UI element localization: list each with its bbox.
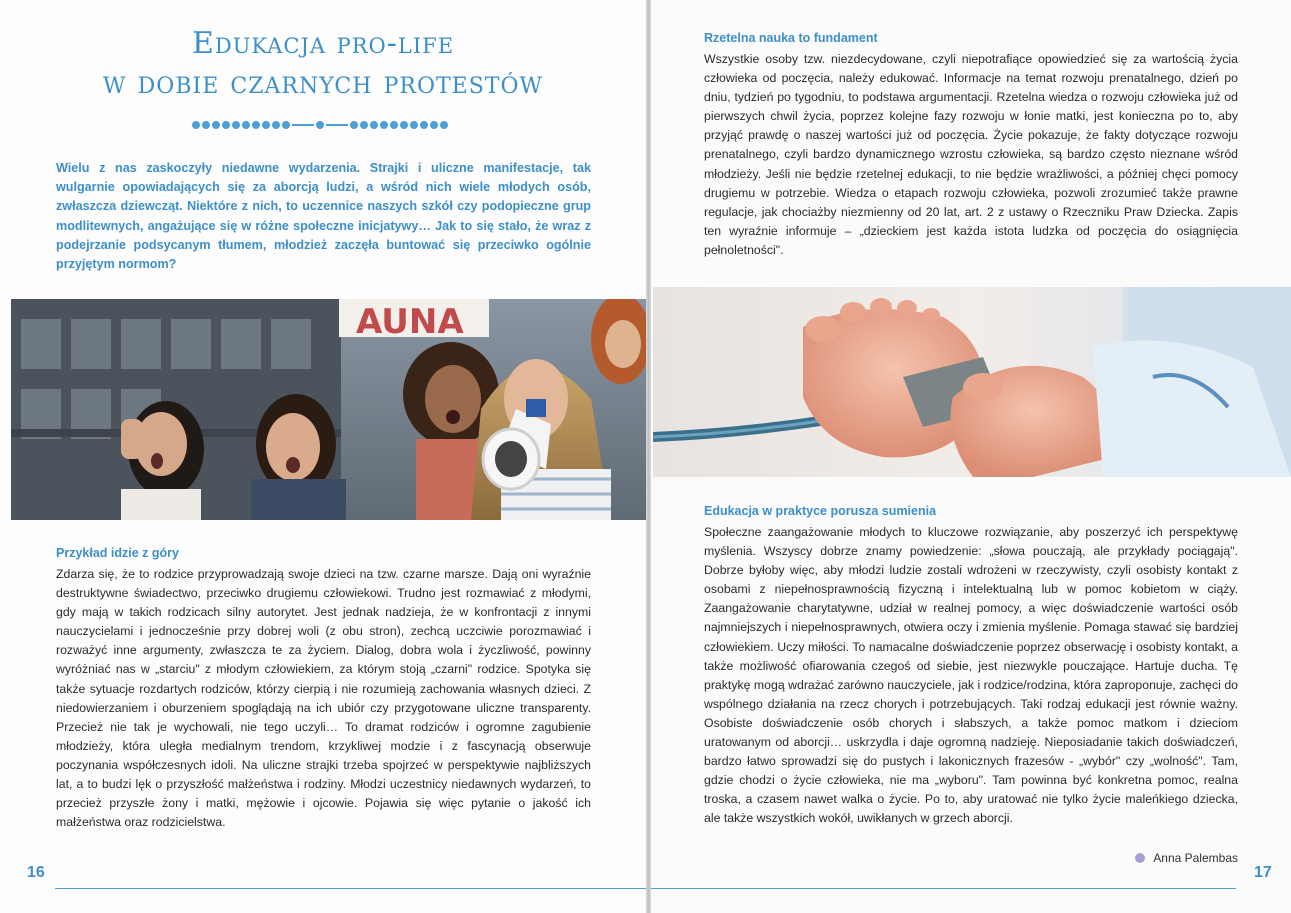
page-number-right: 17: [1254, 864, 1272, 881]
article-title-line1: Edukacja pro-life: [191, 26, 455, 61]
protest-sign-text: AUNA: [356, 302, 464, 342]
author-bullet-icon: [1135, 853, 1145, 863]
section-body-science: Wszystkie osoby tzw. niezdecydowane, czyli niepotrafiące opowiedzieć się za wartością życia człowieka od poczęcia, należy edukować. Informacje na temat rozwoju prenatalnego, dzień po dniu, tydzień po tygodniu, to podstawa argumentacji. Rzetelna wiedza o rozwoju człowieka już od pierwszych chwil życia, poprzez kolejne fazy rozwoju w łonie matki, jest konieczna po to, aby przyjąć prawdę o naszej wartości już od poczęcia. Życie pokazuje, że fakty dotyczące rozwoju prenatalnego, czyli bardzo dynamicznego wzrostu człowieka, są bardzo często nieznane wśród młodzieży. Jeśli nie będzie rzetelnej edukacji, to nie będzie wrażliwości, a później chęci pomocy drugiemu w potrzebie. Wiedza o etapach rozwoju człowieka, pozwoli zrozumieć także prawne regulacje, jak chociażby niezmienny od 20 lat, art. 2 z ustawy o Rzeczniku Praw Dziecka. Zapis ten wyraźnie informuje – „dzieckiem jest każda istota ludzka od poczęcia do osiągnięcia pełnoletności".: [704, 52, 1238, 257]
article-title-line2: w dobie czarnych protestów: [102, 63, 544, 101]
bottom-rule-right: [651, 888, 1236, 889]
title-ornament: [192, 118, 457, 132]
section-title-science: Rzetelna nauka to fundament: [704, 31, 878, 45]
right-page: [651, 0, 1291, 913]
bottom-rule-left: [55, 888, 646, 889]
page-number-left: 16: [27, 864, 45, 881]
author-name: Anna Palembas: [1153, 851, 1238, 865]
lead-paragraph: Wielu z nas zaskoczyły niedawne wydarzenia. Strajki i uliczne manifestacje, tak wulgarnie opowiadających się za aborcją ludzi, a wśród nich wiele młodych osób, zwłaszcza dziewcząt. Niektóre z nich, to uczennice naszych szkół czy podopieczne grup modlitewnych, angażujące się w różne społeczne inicjatywy… Jak to się stało, że wraz z podejrzanie podsycanym tłumem, młodzież zaczęła buntować się przeciwko ogólnie przyjętym normom?: [56, 161, 591, 272]
protest-photo: [11, 299, 646, 520]
baby-foot-photo: [653, 287, 1291, 477]
author-signature: [1135, 851, 1238, 865]
section-body-example: Zdarza się, że to rodzice przyprowadzają swoje dzieci na tzw. czarne marsze. Dają oni wyraźnie destruktywne świadectwo, przeciwko drugiemu człowiekowi. Trudno jest rozmawiać z młodymi, gdy mają w takich rodzicach silny autorytet. Jest jednak nadzieja, że w konfrontacji z innymi nauczycielami i jednocześnie przy dobrej woli (z obu stron), zechcą uczciwie porozmawiać i rozważyć inne argumenty, zwłaszcza te za życiem. Dialog, dobra wola i życzliwość, powinny wyróżniać nas w „starciu" z młodym człowiekiem, za którym stoją „czarni" rodzice. Spotyka się także sytuacje rozdartych rodziców, którzy cierpią i nie rozumieją zachowania własnych dzieci. Z niedowierzaniem i oburzeniem spoglądają na ich ubiór czy przygotowane uliczne transparenty. Przecież nie tak je wychowali, nie tego uczyli… To dramat rodziców i ogromne zagubienie młodzieży, która uległa medialnym trendom, krzykliwej modzie i z fascynacją obserwuje poczynania współczesnych idoli. Na uliczne strajki trzeba spojrzeć w perspektywie najbliższych lat, a to budzi lęk o przyszłość małżeństwa i rodziny. Młodzi uczestnicy niedawnych wydarzeń, to przecież przyszłe żony i matki, mężowie i ojcowie. Pojawia się więc pytanie o jakość ich małżeństwa oraz rodzicielstwa.: [56, 567, 591, 830]
section-body-practice: Społeczne zaangażowanie młodych to kluczowe rozwiązanie, aby poszerzyć ich perspektywę myślenia. Wszyscy dobrze znamy powiedzenie: „słowa pouczają, ale przykłady pociągają". Dobrze byłoby więc, aby młodzi ludzie zostali wdrożeni w rzeczywisty, czyli osobisty kontakt z osobami z niepełnosprawnością fizyczną i intelektualną lub w pomoc kobietom w ciąży. Zaangażowanie charytatywne, udział w realnej pomocy, a więc doświadczenie wartości osób najmniejszych i niepełnosprawnych, otwiera oczy i zmienia myślenie. Pomaga stawać się bardziej człowiekiem. Uczy miłości. To namacalne doświadczenie poprzez obserwację i osobisty kontakt, a także możliwość ofiarowania czegoś od siebie, jest niezwykle pouczające. Hartuje ducha. Tę praktykę mogą wdrażać zarówno nauczyciele, jak i rodzice/rodzina, która zaproponuje, zachęci do wspólnego działania na rzecz chorych i potrzebujących. Taki rodzaj edukacji jest równie ważny. Osobiste doświadczenie osób chorych i słabszych, a także pomoc matkom i dzieciom uratowanym od aborcji… uskrzydla i daje ogromną nadzieję. Nieposiadanie takich doświadczeń, bardzo łatwo sprowadzi się do pustych i lakonicznych frazesów - „wybór" czy „wolność". Tam, gdzie chodzi o życie człowieka, nie ma „wyboru". Tam powinna być konkretna pomoc, realna troska, a czasem nawet walka o życie. Po to, aby uratować nie tylko życie maleńkiego dziecka, ale także wszystkich wokół, uwikłanych w grzech aborcji.: [704, 525, 1238, 826]
section-title-example: Przykład idzie z góry: [56, 546, 179, 560]
section-title-practice: Edukacja w praktyce porusza sumienia: [704, 504, 937, 518]
